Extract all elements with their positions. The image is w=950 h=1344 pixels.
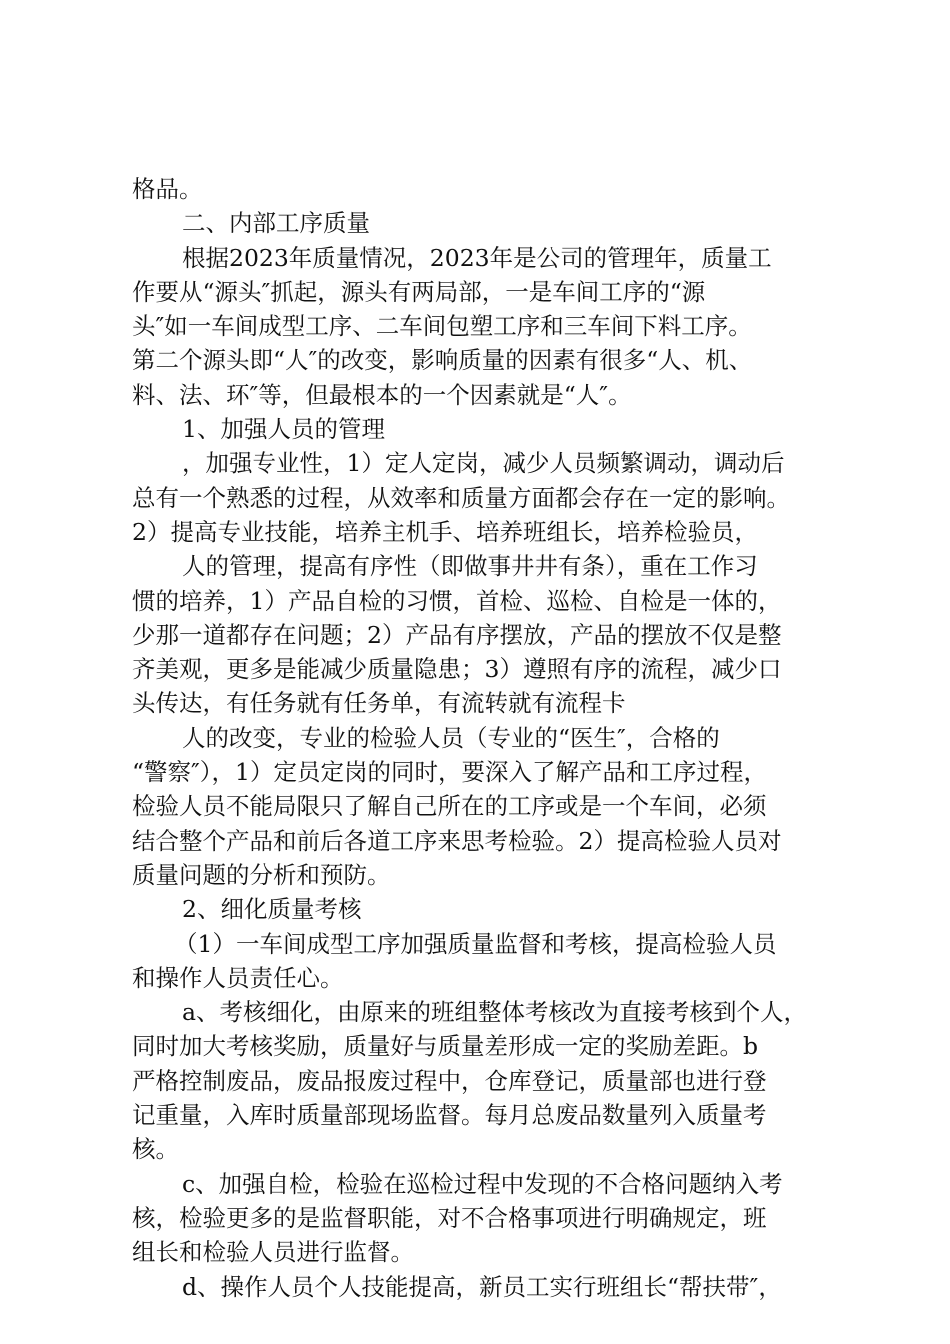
text-line: c、加强自检，检验在巡检过程中发现的不合格问题纳入考 (182, 1169, 783, 1198)
document-body (132, 172, 832, 1304)
text-line: 齐美观，更多是能减少质量隐患；3）遵照有序的流程，减少口 (132, 655, 782, 684)
text-line: 1、加强人员的管理 (182, 415, 385, 444)
text-line: 核，检验更多的是监督职能，对不合格事项进行明确规定，班 (132, 1203, 767, 1232)
text-line: 和操作人员责任心。 (132, 963, 344, 992)
text-line: 格品。 (132, 175, 203, 203)
text-line: 组长和检验人员进行监督。 (132, 1238, 414, 1267)
text-line: 总有一个熟悉的过程，从效率和质量方面都会存在一定的影响。 (132, 483, 790, 512)
text-line: “警察″），1）定员定岗的同时，要深入了解产品和工序过程， (132, 758, 767, 787)
text-line: 作要从“源头″抓起，源头有两局部，一是车间工序的“源 (132, 277, 706, 306)
text-line: 根据2023年质量情况，2023年是公司的管理年，质量工 (182, 243, 772, 272)
text-line: 记重量，入库时质量部现场监督。每月总废品数量列入质量考 (132, 1101, 767, 1130)
text-line: 2、细化质量考核 (182, 895, 362, 924)
text-line: 头″如一车间成型工序、二车间包塑工序和三车间下料工序。 (132, 312, 752, 341)
text-line: 少那一道都存在问题；2）产品有序摆放，产品的摆放不仅是整 (132, 620, 782, 649)
text-line: 2）提高专业技能，培养主机手、培养班组长，培养检验员， (132, 517, 758, 546)
text-line: 料、法、环″等，但最根本的一个因素就是“人″。 (132, 380, 632, 409)
text-line: 人的改变，专业的检验人员（专业的“医生″，合格的 (182, 723, 720, 752)
text-line: a、考核细化，由原来的班组整体考核改为直接考核到个人， (182, 998, 808, 1027)
text-line: 严格控制废品，废品报废过程中，仓库登记，质量部也进行登 (132, 1066, 767, 1095)
text-line: （1）一车间成型工序加强质量监督和考核，提高检验人员 (174, 929, 777, 958)
text-line: ，加强专业性，1）定人定岗，减少人员频繁调动，调动后 (182, 449, 785, 478)
text-line: 检验人员不能局限只了解自己所在的工序或是一个车间，必须 (132, 792, 767, 821)
text-line: d、操作人员个人技能提高，新员工实行班组长“帮扶带″， (182, 1272, 782, 1301)
text-line: 质量问题的分析和预防。 (132, 860, 391, 889)
text-line: 同时加大考核奖励，质量好与质量差形成一定的奖励差距。b (132, 1032, 759, 1061)
text-line: 惯的培养，1）产品自检的习惯，首检、巡检、自检是一体的， (132, 586, 782, 615)
text-line: 头传达，有任务就有任务单，有流转就有流程卡 (132, 689, 626, 718)
text-line: 二、内部工序质量 (182, 209, 370, 238)
text-line: 第二个源头即“人″的改变，影响质量的因素有很多“人、机、 (132, 346, 753, 375)
text-line: 结合整个产品和前后各道工序来思考检验。2）提高检验人员对 (132, 826, 782, 855)
text-line: 人的管理，提高有序性（即做事井井有条），重在工作习 (182, 552, 758, 581)
text-line: 核。 (132, 1135, 179, 1164)
